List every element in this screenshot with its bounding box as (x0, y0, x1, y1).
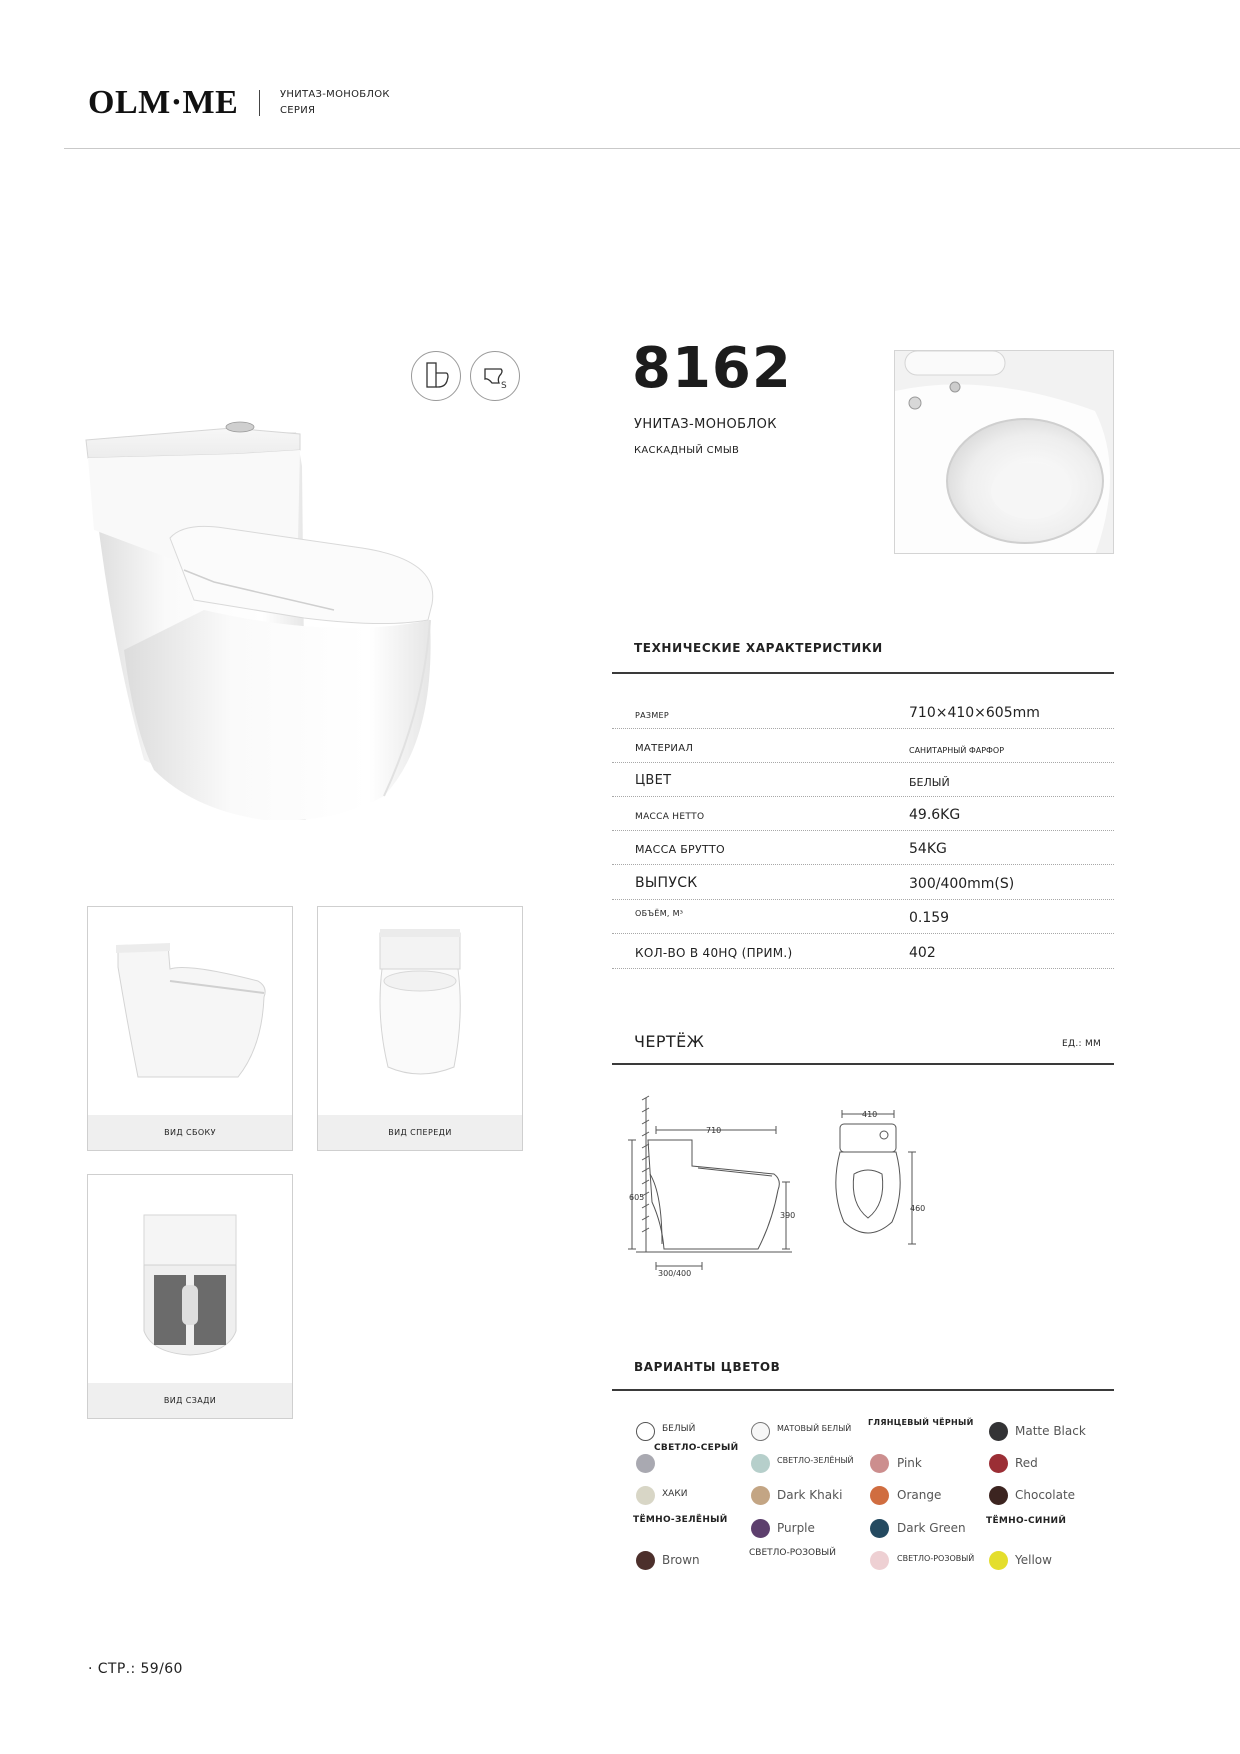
color-label-light-gray: СВЕТЛО-СЕРЫЙ (654, 1443, 739, 1453)
color-label-red: Red (1015, 1456, 1038, 1470)
drawing-unit: ЕД.: ММ (1062, 1039, 1102, 1049)
technical-drawing (622, 1094, 942, 1280)
color-label-light-green: СВЕТЛО-ЗЕЛЁНЫЙ (777, 1456, 854, 1465)
spec-row-size (612, 694, 1114, 729)
color-label-orange: Orange (897, 1488, 942, 1502)
spec-row-color (612, 763, 1114, 797)
spec-label: КОЛ-ВО В 40HQ (ПРИМ.) (635, 946, 793, 960)
brand-logo: OLM·ME (88, 84, 239, 121)
spec-value: 49.6KG (909, 807, 961, 823)
specs-rule (612, 672, 1114, 674)
color-label-dark-green: Dark Green (897, 1521, 966, 1535)
color-label-light-pink: СВЕТЛО-РОЗОВЫЙ (897, 1554, 975, 1563)
spec-label: МАССА НЕТТО (635, 812, 705, 822)
bowl-detail-photo (894, 350, 1114, 554)
color-label-dark-khaki: Dark Khaki (777, 1488, 843, 1502)
color-label-gloss-black: ГЛЯНЦЕВЫЙ ЧЁРНЫЙ (868, 1418, 974, 1427)
main-product-image (84, 410, 440, 820)
drawing-title: ЧЕРТЁЖ (634, 1032, 705, 1051)
spec-row-material (612, 729, 1114, 763)
spec-value: САНИТАРНЫЙ ФАРФОР (909, 746, 1005, 755)
dim-seat-height: 390 (780, 1211, 796, 1220)
spec-label: ОБЪЁМ, М³ (635, 909, 684, 918)
color-label-purple: Purple (777, 1521, 815, 1535)
spec-value: 710×410×605mm (909, 705, 1040, 721)
spec-value: 0.159 (909, 910, 950, 926)
spec-label: МАССА БРУТТО (635, 843, 725, 856)
colors-title: ВАРИАНТЫ ЦВЕТОВ (634, 1360, 781, 1374)
series-label: УНИТАЗ-МОНОБЛОК (280, 89, 390, 100)
color-label-chocolate: Chocolate (1015, 1488, 1076, 1502)
dim-height: 605 (629, 1193, 645, 1202)
spec-value: 300/400mm(S) (909, 876, 1015, 892)
swatch-dark-green (870, 1519, 889, 1538)
spec-label: ВЫПУСК (635, 875, 698, 891)
swatch-orange (870, 1486, 889, 1505)
colors-rule (612, 1389, 1114, 1391)
spec-label: МАТЕРИАЛ (635, 743, 694, 754)
flush-type: КАСКАДНЫЙ СМЫВ (634, 445, 740, 456)
spec-row-container-qty (612, 935, 1114, 969)
one-piece-toilet-icon (411, 351, 461, 401)
svg-text:S: S (501, 381, 507, 391)
page-number: · СТР.: 59/60 (88, 1661, 183, 1677)
product-type: УНИТАЗ-МОНОБЛОК (634, 417, 777, 432)
spec-row-volume (612, 900, 1114, 934)
spec-value: 54KG (909, 841, 947, 857)
thumb-caption: ВИД СПЕРЕДИ (318, 1115, 522, 1150)
specs-title: ТЕХНИЧЕСКИЕ ХАРАКТЕРИСТИКИ (634, 641, 883, 655)
thumb-side-view (87, 906, 293, 1151)
swatch-dark-khaki (751, 1486, 770, 1505)
swatch-light-pink (870, 1551, 889, 1570)
color-label-yellow: Yellow (1015, 1553, 1052, 1567)
swatch-brown (636, 1551, 655, 1570)
spec-label: ЦВЕТ (635, 773, 672, 788)
spec-label: РАЗМЕР (635, 711, 670, 720)
spec-value: 402 (909, 945, 936, 961)
spec-value: БЕЛЫЙ (909, 776, 950, 789)
color-label-khaki: ХАКИ (662, 1489, 688, 1499)
swatch-red (989, 1454, 1008, 1473)
color-label-pink: Pink (897, 1456, 922, 1470)
series-sublabel: СЕРИЯ (280, 105, 316, 116)
color-label-dark-green-ru: ТЁМНО-ЗЕЛЁНЫЙ (633, 1515, 728, 1525)
swatch-yellow (989, 1551, 1008, 1570)
thumb-caption: ВИД СЗАДИ (88, 1383, 292, 1418)
swatch-matte-white (751, 1422, 770, 1441)
color-label-light-pink-a: СВЕТЛО-РОЗОВЫЙ (749, 1548, 836, 1558)
swatch-chocolate (989, 1486, 1008, 1505)
color-label-white: БЕЛЫЙ (662, 1424, 696, 1434)
swatch-purple (751, 1519, 770, 1538)
swatch-white (636, 1422, 655, 1441)
thumb-front-view (317, 906, 523, 1151)
dim-width: 410 (862, 1110, 878, 1119)
thumb-back-view (87, 1174, 293, 1419)
model-number: 8162 (632, 336, 792, 401)
header-rule (64, 148, 1240, 149)
drawing-rule (612, 1063, 1114, 1065)
swatch-matte-black (989, 1422, 1008, 1441)
color-label-dark-blue: ТЁМНО-СИНИЙ (986, 1516, 1067, 1526)
header-divider (259, 90, 260, 116)
color-label-matte-black: Matte Black (1015, 1424, 1086, 1438)
swatch-light-gray (636, 1454, 655, 1473)
swatch-light-green (751, 1454, 770, 1473)
swatch-pink (870, 1454, 889, 1473)
dim-depth: 460 (910, 1204, 926, 1213)
spec-row-net-weight (612, 797, 1114, 831)
color-label-brown: Brown (662, 1553, 700, 1567)
swatch-khaki (636, 1486, 655, 1505)
spec-row-outlet (612, 866, 1114, 900)
dim-length: 710 (706, 1126, 722, 1135)
s-trap-icon (470, 351, 520, 401)
color-label-matte-white: МАТОВЫЙ БЕЛЫЙ (777, 1424, 852, 1433)
dim-outlet: 300/400 (658, 1269, 692, 1278)
thumb-caption: ВИД СБОКУ (88, 1115, 292, 1150)
spec-row-gross-weight (612, 831, 1114, 865)
